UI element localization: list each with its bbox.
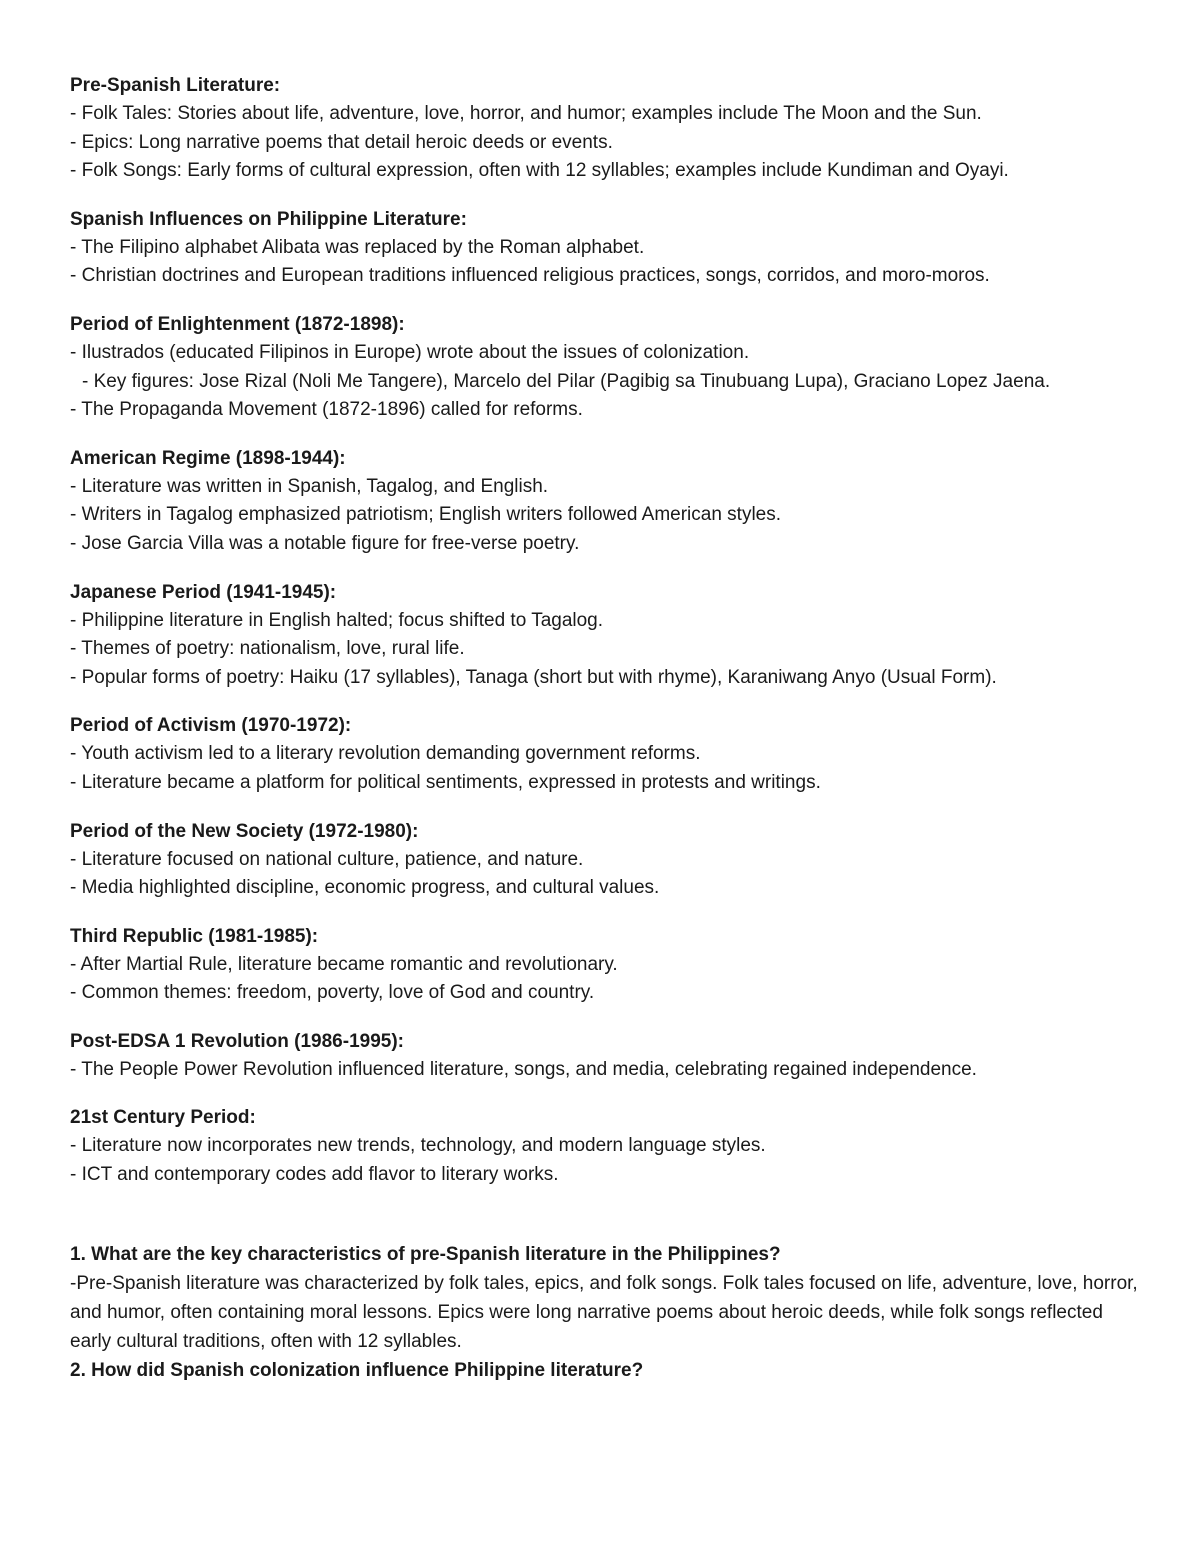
section-21st-century — [70, 1104, 1140, 1189]
bullet-line: - Christian doctrines and European traditions influenced religious practices, songs, corridos, and moro-moros. — [70, 265, 990, 287]
section-heading: Period of Enlightenment (1872-1898): — [70, 313, 405, 335]
section-japanese-period — [70, 579, 1140, 693]
bullet-line: - Youth activism led to a literary revolution demanding government reforms. — [70, 743, 701, 765]
section-pre-spanish — [70, 72, 1140, 186]
spacer — [70, 1210, 1140, 1240]
section-enlightenment — [70, 311, 1140, 425]
section-heading: 21st Century Period: — [70, 1107, 256, 1129]
bullet-line: - Folk Songs: Early forms of cultural expression, often with 12 syllables; examples include Kundiman and Oyayi. — [70, 160, 1009, 182]
section-heading: Period of the New Society (1972-1980): — [70, 820, 419, 842]
bullet-line: - Themes of poetry: nationalism, love, rural life. — [70, 638, 465, 660]
section-heading: Spanish Influences on Philippine Literature: — [70, 208, 467, 230]
bullet-line: - Philippine literature in English halted; focus shifted to Tagalog. — [70, 609, 604, 631]
section-new-society — [70, 818, 1140, 903]
bullet-line: - After Martial Rule, literature became romantic and revolutionary. — [70, 953, 618, 975]
question-2: 2. How did Spanish colonization influence Philippine literature? — [70, 1359, 644, 1381]
bullet-line: - Writers in Tagalog emphasized patriotism; English writers followed American styles. — [70, 504, 782, 526]
section-heading: Post-EDSA 1 Revolution (1986-1995): — [70, 1030, 404, 1052]
bullet-line: - Popular forms of poetry: Haiku (17 syllables), Tanaga (short but with rhyme), Karaniwang Anyo (Usual Form). — [70, 666, 997, 688]
section-heading: Third Republic (1981-1985): — [70, 925, 319, 947]
answer-1: -Pre-Spanish literature was characterized by folk tales, epics, and folk songs. Folk tales focused on life, adventure, love, horror, and humor, often containing moral lessons. Epics were long narrative poems about heroic deeds, while folk songs reflected early cultural traditions, often with 12 syllables. — [70, 1272, 1138, 1352]
bullet-line: - Epics: Long narrative poems that detail heroic deeds or events. — [70, 131, 613, 153]
bullet-line: - Ilustrados (educated Filipinos in Europe) wrote about the issues of colonization. — [70, 341, 750, 363]
bullet-line: - Jose Garcia Villa was a notable figure for free-verse poetry. — [70, 532, 580, 554]
bullet-line: - ICT and contemporary codes add flavor to literary works. — [70, 1164, 559, 1186]
bullet-line: - Media highlighted discipline, economic progress, and cultural values. — [70, 877, 660, 899]
document-page — [70, 72, 1140, 1385]
bullet-line: - The Propaganda Movement (1872-1896) called for reforms. — [70, 399, 583, 421]
bullet-line: - Key figures: Jose Rizal (Noli Me Tangere), Marcelo del Pilar (Pagibig sa Tinubuang Lupa), Graciano Lopez Jaena. — [82, 370, 1051, 392]
bullet-line: - The Filipino alphabet Alibata was replaced by the Roman alphabet. — [70, 236, 645, 258]
bullet-line: - Common themes: freedom, poverty, love of God and country. — [70, 982, 595, 1004]
bullet-line: - Literature focused on national culture, patience, and nature. — [70, 848, 584, 870]
section-third-republic — [70, 923, 1140, 1008]
bullet-line: - Folk Tales: Stories about life, adventure, love, horror, and humor; examples include The Moon and the Sun. — [70, 103, 982, 124]
bullet-line: - Literature was written in Spanish, Tagalog, and English. — [70, 475, 549, 497]
question-1: 1. What are the key characteristics of pre-Spanish literature in the Philippines? — [70, 1243, 781, 1265]
bullet-line: - The People Power Revolution influenced literature, songs, and media, celebrating regained independence. — [70, 1058, 977, 1080]
section-heading: Pre-Spanish Literature: — [70, 75, 281, 96]
section-heading: Japanese Period (1941-1945): — [70, 581, 337, 603]
section-heading: Period of Activism (1970-1972): — [70, 715, 352, 737]
questions-block — [70, 1240, 1140, 1385]
section-american-regime — [70, 445, 1140, 559]
section-heading: American Regime (1898-1944): — [70, 447, 346, 469]
bullet-line: - Literature now incorporates new trends, technology, and modern language styles. — [70, 1135, 766, 1157]
section-activism — [70, 712, 1140, 797]
section-spanish-influences — [70, 206, 1140, 291]
bullet-line: - Literature became a platform for political sentiments, expressed in protests and writings. — [70, 771, 821, 793]
section-post-edsa — [70, 1028, 1140, 1085]
